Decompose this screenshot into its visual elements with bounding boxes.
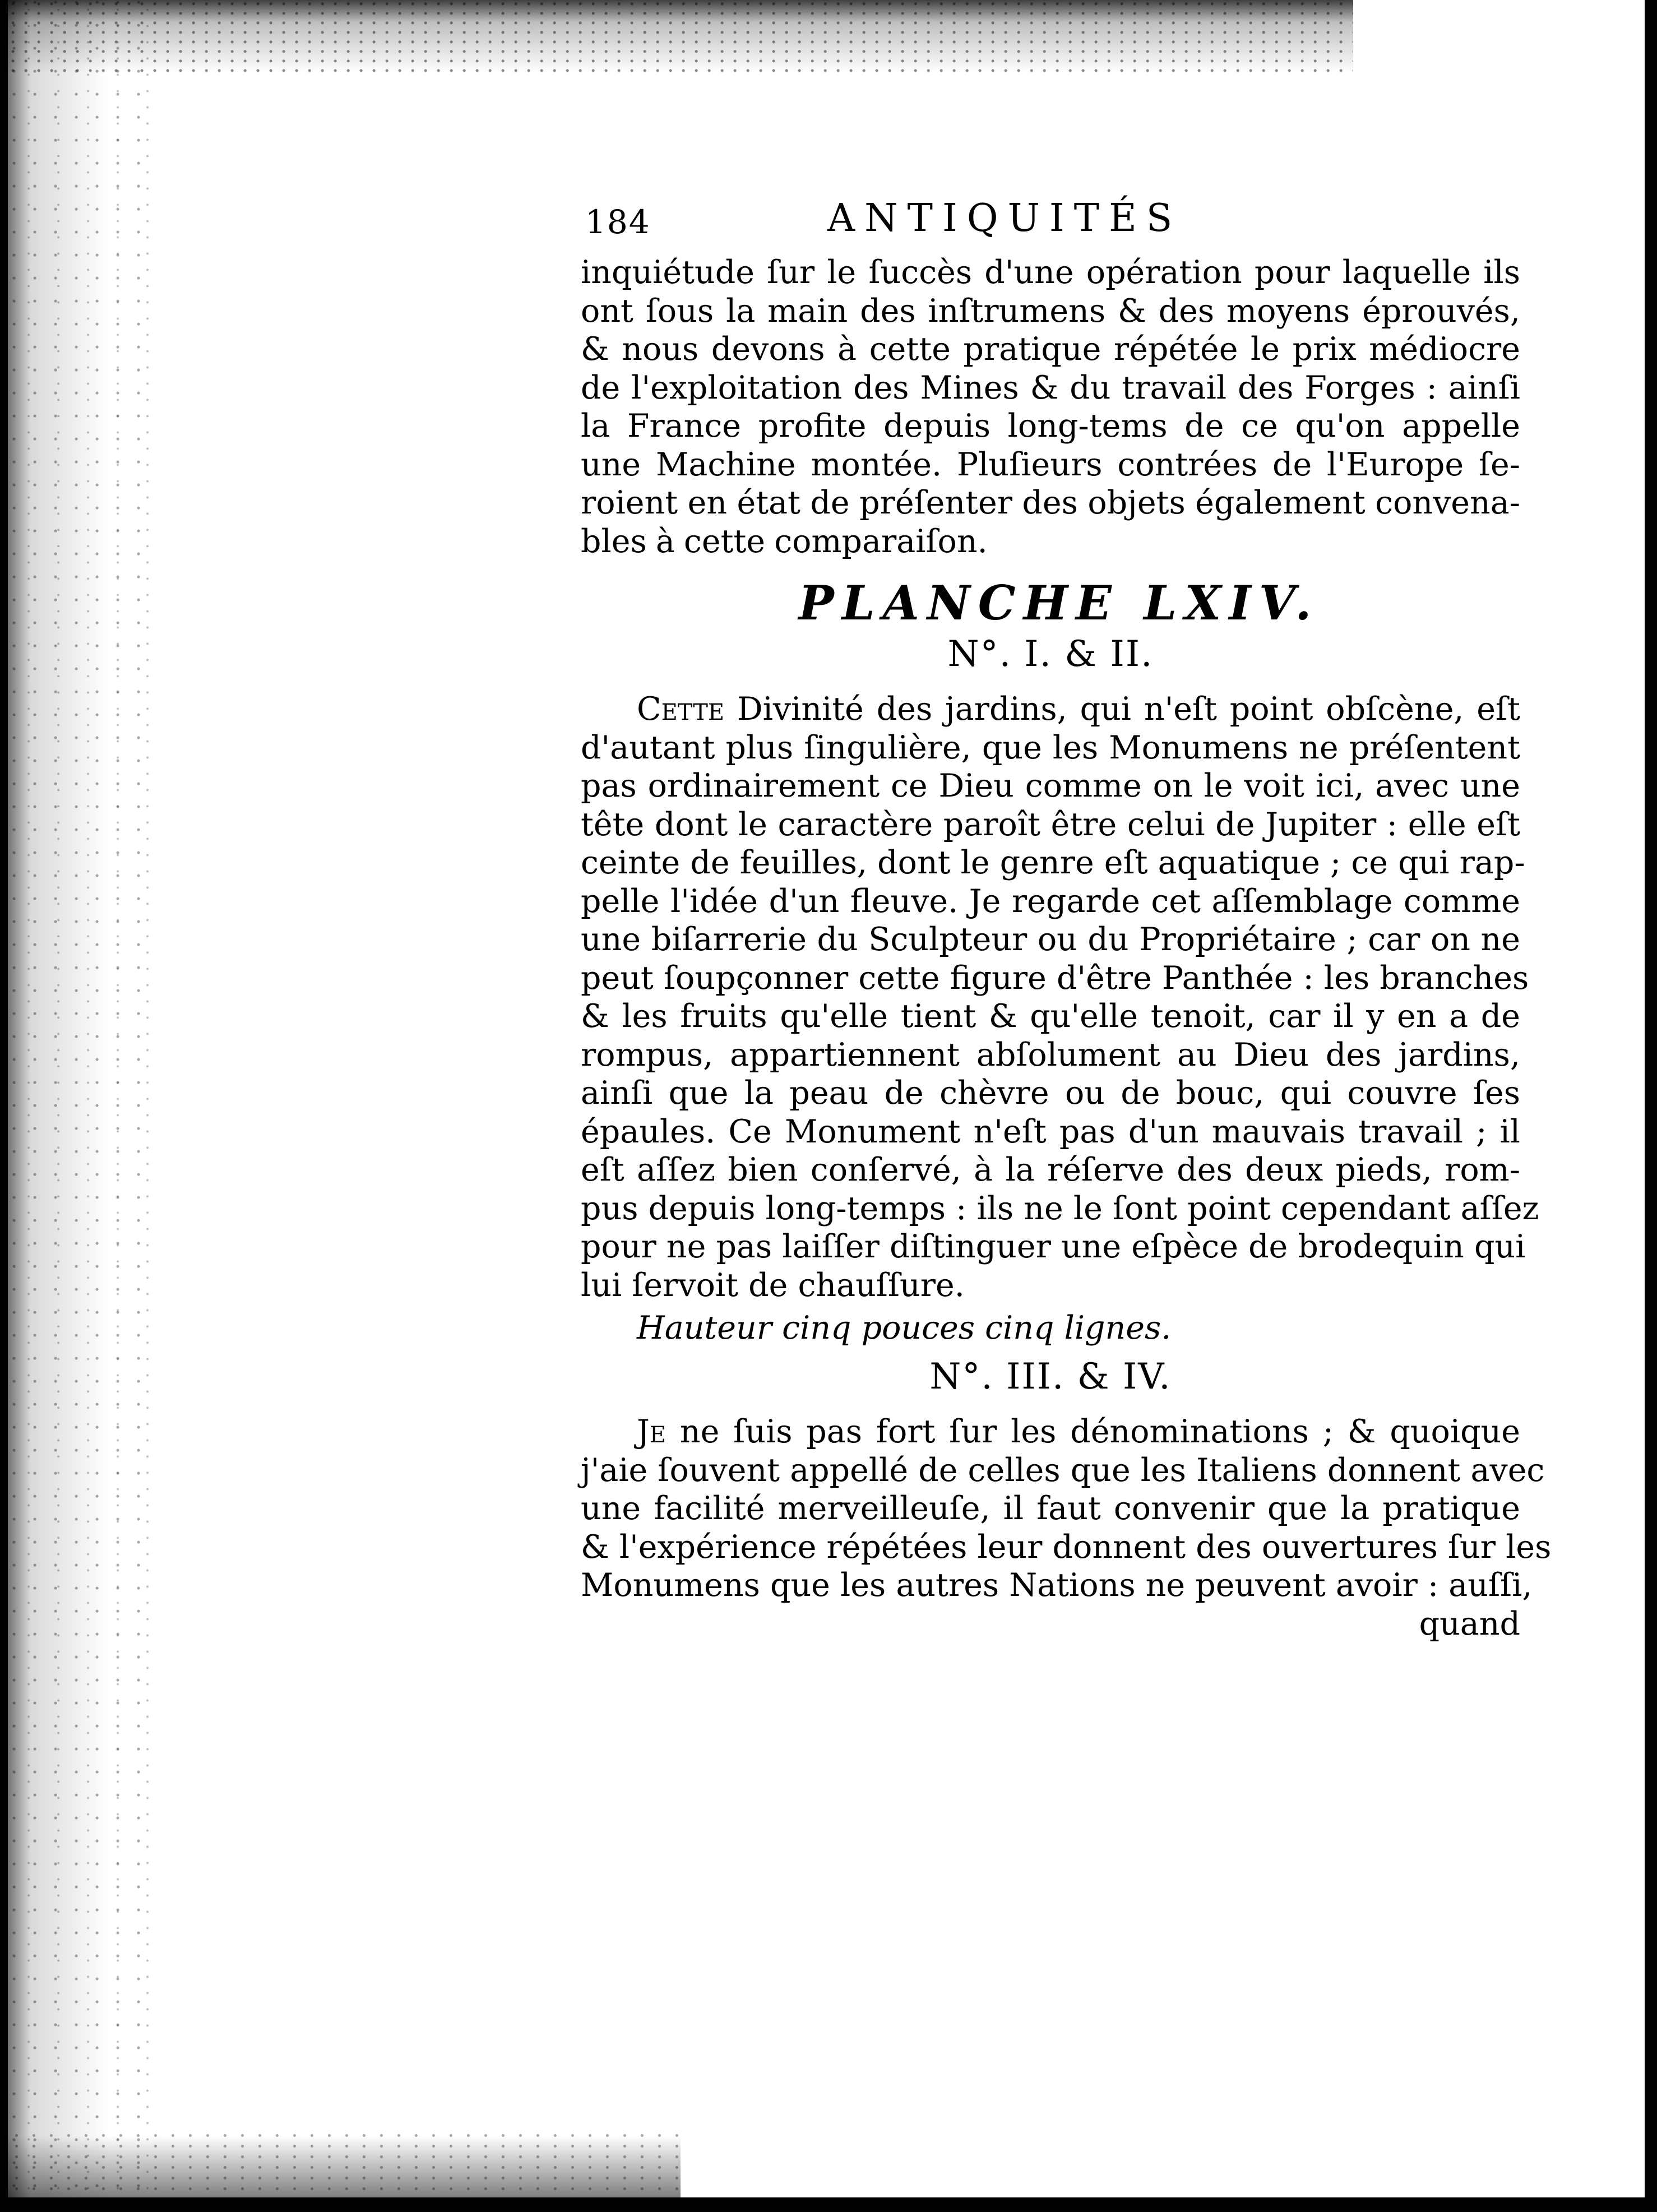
scan-shadow-left — [8, 0, 154, 2197]
text-line: ceinte de feuilles, dont le genre eſt aquatique ; ce qui rap- — [581, 844, 1525, 881]
text-line: peut ſoupçonner cette figure d'être Panthée : les branches — [581, 959, 1529, 997]
text-line: ont ſous la main des inſtrumens & des moyens éprouvés, — [581, 292, 1520, 330]
text-line: rompus, appartiennent abſolument au Dieu des jardins, — [581, 1036, 1520, 1073]
intro-paragraph — [581, 253, 1520, 561]
text-line: d'autant plus ſingulière, que les Monumens ne préſentent — [581, 729, 1520, 766]
catchword: quand — [1419, 1605, 1520, 1642]
text-line — [581, 1413, 1520, 1451]
text-line: une biſarrerie du Sculpteur ou du Propriétaire ; car on ne — [581, 921, 1520, 958]
book-page — [8, 0, 1645, 2197]
text-line: une facilité merveilleuſe, il faut convenir que la pratique — [581, 1490, 1520, 1527]
text-line: pas ordinairement ce Dieu comme on le voit ici, avec une — [581, 767, 1520, 804]
text-line — [581, 690, 1520, 729]
line-rest: ne ſuis pas fort ſur les dénominations ; & quoique — [666, 1413, 1520, 1450]
text-line: pelle l'idée d'un fleuve. Je regarde cet aſſemblage comme — [581, 882, 1520, 920]
text-line: & l'expérience répétées leur donnent des ouvertures ſur les — [581, 1528, 1552, 1566]
text-line: pour ne pas laiſſer diſtinguer une eſpèce de brodequin qui — [581, 1228, 1526, 1265]
text-line: lui ſervoit de chauſſure. — [581, 1266, 965, 1304]
lead-word: Je — [637, 1413, 666, 1450]
text-line: une Machine montée. Pluſieurs contrées de l'Europe ſe- — [581, 446, 1520, 483]
text-line: épaules. Ce Monument n'eſt pas d'un mauvais travail ; il — [581, 1113, 1520, 1150]
text-line: tête dont le caractère paroît être celui de Jupiter : elle eſt — [581, 806, 1520, 843]
text-line: inquiétude ſur le ſuccès d'une opération pour laquelle ils — [581, 254, 1520, 291]
text-line: & les fruits qu'elle tient & qu'elle tenoit, car il y en a de — [581, 998, 1520, 1035]
running-head: ANTIQUITÉS — [827, 196, 1182, 240]
page-number: 184 — [585, 203, 651, 241]
text-line: de l'exploitation des Mines & du travail des Forges : ainſi — [581, 369, 1520, 406]
text-line: roient en état de préſenter des objets également convena- — [581, 484, 1520, 521]
section-1-paragraph — [581, 690, 1539, 1304]
text-block — [581, 196, 1552, 1643]
section-2-paragraph — [581, 1413, 1552, 1643]
scan-shadow-bottom — [8, 2130, 681, 2197]
dimensions-note: Hauteur cinq pouces cinq lignes. — [637, 1309, 1172, 1346]
text-line: & nous devons à cette pratique répétée le prix médiocre — [581, 331, 1520, 368]
plate-title: PLANCHE LXIV. — [798, 575, 1320, 631]
section-title-1: N°. I. & II. — [947, 633, 1154, 675]
text-line: bles à cette comparaiſon. — [581, 522, 988, 560]
text-line: j'aie ſouvent appellé de celles que les Italiens donnent avec — [581, 1451, 1545, 1489]
text-line: Monumens que les autres Nations ne peuvent avoir : auſſi, — [581, 1567, 1533, 1604]
text-line: la France profite depuis long-tems de ce qu'on appelle — [581, 408, 1520, 445]
line-rest: Divinité des jardins, qui n'eſt point obſcène, eſt — [724, 691, 1520, 728]
text-line: pus depuis long-temps : ils ne le ſont point cependant aſſez — [581, 1190, 1539, 1227]
section-title-2: N°. III. & IV. — [929, 1355, 1172, 1397]
page-header — [581, 196, 1520, 253]
lead-word: Cette — [637, 691, 725, 728]
scan-shadow-top — [8, 0, 1353, 78]
text-line: eſt aſſez bien conſervé, à la réſerve des deux pieds, rom- — [581, 1151, 1520, 1188]
text-line: ainſi que la peau de chèvre ou de bouc, qui couvre ſes — [581, 1075, 1520, 1112]
